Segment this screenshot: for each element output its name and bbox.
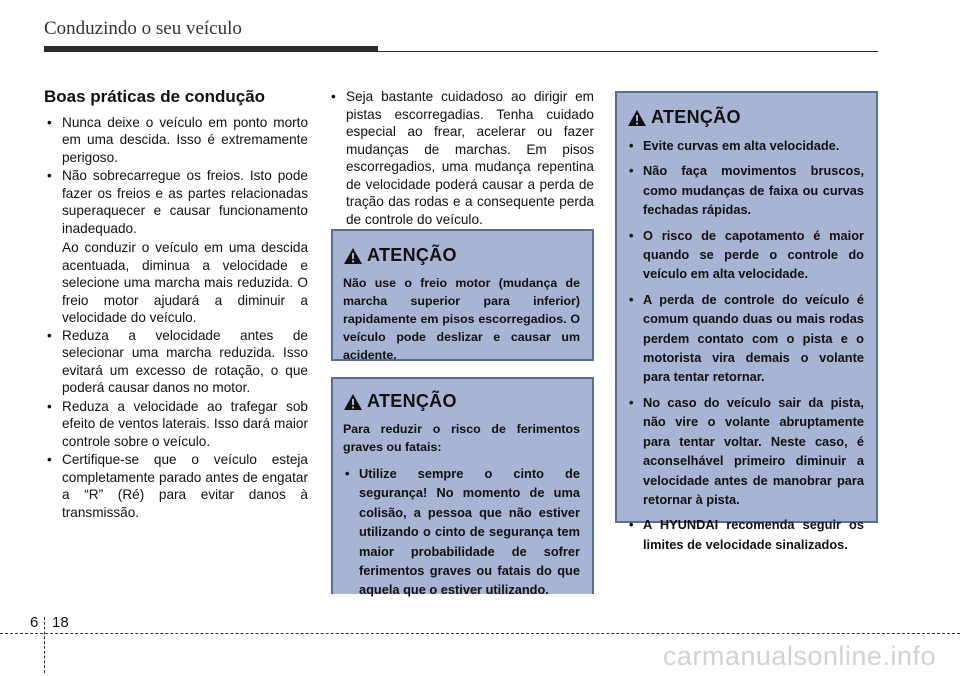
warning-title: ATENÇÃO bbox=[367, 245, 457, 265]
list-item: • Utilize sempre o cinto de segurança! No momento de uma colisão, a pessoa que não estiver utilizando o cinto de segurança tem maior probabilidade de sofrer ferimentos graves ou fatais do que aquela que o estiver utilizando. bbox=[343, 464, 580, 600]
driving-tips-list-continued bbox=[44, 327, 308, 522]
site-watermark: carmanualsonline.info bbox=[662, 641, 936, 671]
warning-triangle-icon bbox=[343, 247, 363, 265]
list-item-text: Não sobrecarregue os freios. Isto pode fazer os freios e as partes relacionadas superaquecer e causar funcionamento inadequado. bbox=[62, 168, 308, 236]
list-item: • Não faça movimentos bruscos, como mudanças de faixa ou curvas fechadas rápidas. bbox=[627, 161, 864, 219]
warning-title: ATENÇÃO bbox=[651, 107, 741, 127]
slippery-road-list bbox=[328, 88, 594, 228]
list-item bbox=[44, 167, 308, 237]
list-item: • Evite curvas em alta velocidade. bbox=[627, 136, 864, 155]
list-item: • A HYUNDAI recomenda seguir os limites de velocidade sinalizados. bbox=[627, 515, 864, 554]
warning-title: ATENÇÃO bbox=[367, 391, 457, 411]
footer-vertical-rule bbox=[44, 617, 45, 673]
header-rule-thin bbox=[378, 51, 878, 52]
list-item: • Reduza a velocidade antes de selecionar uma marcha reduzida. Isso evitará um excesso de rotação, o que poderá causar danos no motor. bbox=[44, 327, 308, 397]
warning-triangle-icon bbox=[343, 393, 363, 411]
left-column bbox=[44, 88, 308, 522]
middle-column bbox=[328, 88, 594, 229]
warning-intro: Para reduzir o risco de ferimentos graves ou fatais: bbox=[343, 422, 580, 454]
page-header-title: Conduzindo o seu veículo bbox=[44, 18, 242, 39]
list-item: • A perda de controle do veículo é comum quando duas ou mais rodas perdem contato com o pista e o motorista vira demais o volante para tentar retornar. bbox=[627, 290, 864, 387]
warning-header bbox=[627, 107, 864, 128]
warning-list bbox=[343, 464, 580, 600]
warning-header bbox=[343, 391, 580, 412]
warning-box-high-speed bbox=[615, 91, 878, 552]
warning-triangle-icon bbox=[627, 109, 647, 127]
list-item: • Reduza a velocidade ao trafegar sob efeito de ventos laterais. Isso dará maior controle sobre o veículo. bbox=[44, 398, 308, 451]
list-item: • Certifique-se que o veículo esteja completamente parado antes de engatar a “R” (Ré) para evitar danos à transmissão. bbox=[44, 451, 308, 521]
warning-text: Não use o freio motor (mudança de marcha superior para inferior) rapidamente em pisos escorregadios. O veículo pode deslizar e causar um acidente. bbox=[343, 276, 580, 362]
footer-dashed-rule bbox=[0, 633, 960, 634]
chapter-number: 6 bbox=[30, 614, 39, 631]
list-item: • Nunca deixe o veículo em ponto morto em uma descida. Isso é extremamente perigoso. bbox=[44, 114, 308, 167]
warning-list bbox=[627, 136, 864, 554]
warning-box-seatbelt bbox=[331, 377, 594, 598]
section-title: Boas práticas de condução bbox=[44, 87, 266, 106]
warning-header bbox=[343, 245, 580, 266]
sub-paragraph: Ao conduzir o veículo em uma descida acentuada, diminua a velocidade e selecione uma marcha mais reduzida. O freio motor ajudará a diminuir a velocidade do veículo. bbox=[62, 240, 308, 325]
driving-tips-list bbox=[44, 114, 308, 238]
page-number: 18 bbox=[52, 614, 69, 631]
list-item: • O risco de capotamento é maior quando se perde o controle do veículo em alta velocidade. bbox=[627, 226, 864, 284]
list-item: • No caso do veículo sair da pista, não vire o volante abruptamente para tentar voltar. Neste caso, é aconselhável primeiro diminuir a velocidade antes de manobrar para retornar à pista. bbox=[627, 393, 864, 509]
warning-box-engine-brake bbox=[331, 229, 594, 361]
header-rule-thick bbox=[44, 46, 378, 52]
list-item: • Seja bastante cuidadoso ao dirigir em pistas escorregadias. Tenha cuidado especial ao frear, acelerar ou fazer mudanças de marchas. Em pisos escorregadios, uma mudança repentina de velocidade poderá causar a perda de tração das rodas e a consequente perda de controle do veículo. bbox=[328, 88, 594, 228]
